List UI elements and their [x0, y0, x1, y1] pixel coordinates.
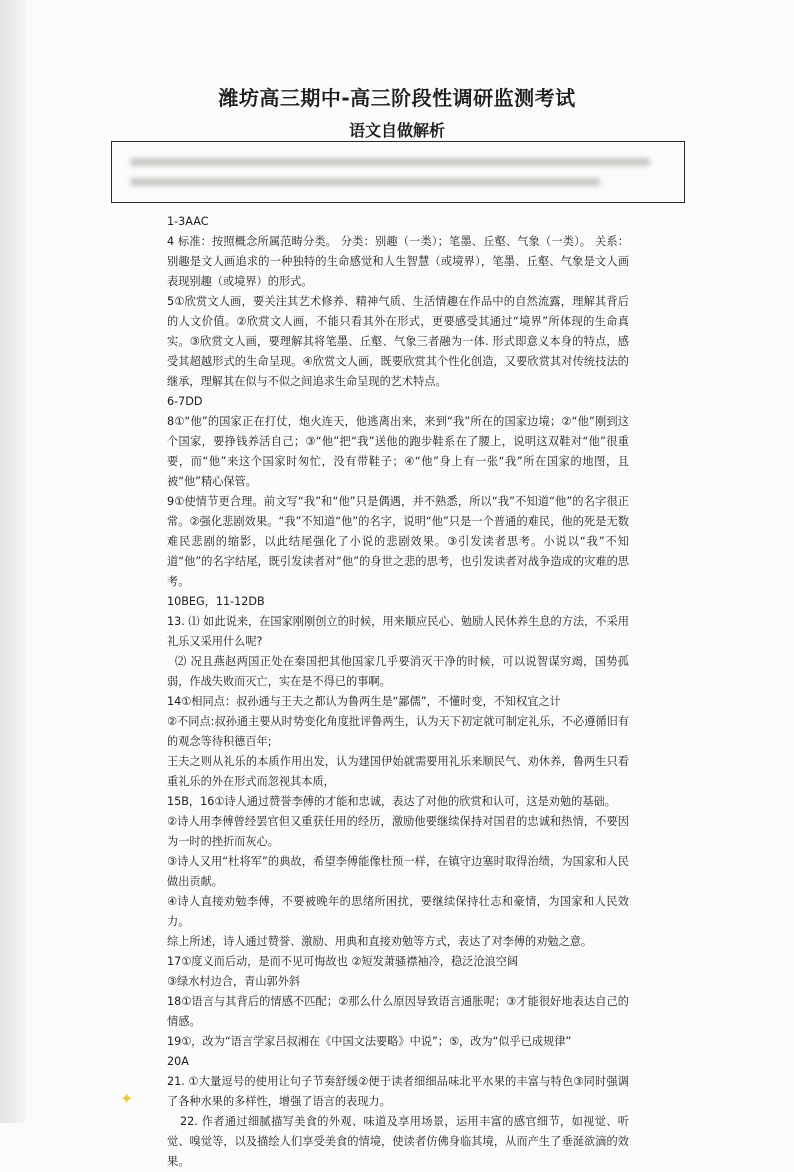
answer-line: 9①使情节更合理。前文写“我”和“他”只是偶遇，并不熟悉，所以“我”不知道“他”的名字很正常。②强化悲剧效果。“我”不知道“他”的名字，说明“他”只是一个普通的难民，他的死是无数难民悲剧的缩影，以此结尾强化了小说的悲剧效果。③引发读者思考。小说以“我”不知道“他”的名字结尾，既引发读者对“他”的身世之悲的思考，也引发读者对战争造成的灾难的思考。	[167, 495, 629, 588]
answer-line: 15B，16①诗人通过赞誉李傅的才能和忠诚，表达了对他的欣赏和认可，这是劝勉的基础。	[167, 795, 616, 808]
answer-line: 13. ⑴ 如此说来，在国家刚刚创立的时候，用来顺应民心、勉励人民休养生息的方法，不采用礼乐又采用什么呢?	[167, 615, 629, 648]
scan-left-edge	[0, 0, 26, 1123]
answer-line: 4 标准：按照概念所属范畴分类。 分类：别趣（一类）；笔墨、丘壑、气象（一类）。 关系：别趣是文人画追求的一种独特的生命感觉和人生智慧（或境界），笔墨、丘壑、气象是文人画表现别趣（或境界）的形式。	[167, 235, 629, 288]
answer-line: ④诗人直接劝勉李傅，不要被晚年的思绪所困扰，要继续保持壮志和豪情，为国家和人民效力。	[167, 895, 629, 928]
answer-line: 20A	[167, 1055, 189, 1068]
answer-line: 19①，改为“语言学家吕叔湘在《中国文法要略》中说”；⑤，改为“似乎已成规律”	[167, 1035, 572, 1048]
answer-line: 综上所述，诗人通过赞誉、激励、用典和直接劝勉等方式，表达了对李傅的劝勉之意。	[167, 935, 593, 948]
blurred-text-line	[130, 178, 600, 186]
blurred-text-line	[130, 158, 650, 166]
sparkle-icon: ✦	[120, 1089, 134, 1108]
answer-line: 18①语言与其背后的情感不匹配；②那么什么原因导致语言通胀呢；③才能很好地表达自己的情感。	[167, 995, 629, 1028]
answer-line: ③诗人又用“杜将军”的典故，希望李傅能像杜预一样，在镇守边塞时取得治绩，为国家和人民做出贡献。	[167, 855, 629, 888]
answer-line: ②诗人用李傅曾经罢官但又重获任用的经历，激励他要继续保持对国君的忠诚和热情，不要因为一时的挫折而灰心。	[167, 815, 629, 848]
answer-line: 22. 作者通过细腻描写美食的外观、味道及享用场景，运用丰富的感官细节，如视觉、听觉、嗅觉等，以及描绘人们享受美食的情境，使读者仿佛身临其境，从而产生了垂涎欲滴的效果。	[167, 1115, 629, 1168]
redacted-notice-box	[111, 141, 685, 203]
answer-body	[167, 212, 629, 1172]
answer-line: ③绿水村边合，青山郭外斜	[167, 975, 301, 988]
answer-line: 17①度义而后动，是而不见可悔故也 ②短发萧骚襟袖冷，稳泛沧浪空阔	[167, 955, 519, 968]
answer-line: ⑵ 况且燕赵两国正处在秦国把其他国家几乎要消灭干净的时候，可以说智谋穷竭，国势孤弱，作战失败而灭亡，实在是不得已的事啊。	[167, 655, 629, 688]
answer-line: 8①“他”的国家正在打仗，炮火连天，他逃离出来，来到“我”所在的国家边境；②“他”刚到这个国家，要挣钱养活自己；③“他”把“我”送他的跑步鞋系在了腰上，说明这双鞋对“他”很重要，而“他”来这个国家时匆忙，没有带鞋子；④“他”身上有一张“我”所在国家的地图，且被“他”精心保管。	[167, 415, 629, 488]
answer-line: 王夫之则从礼乐的本质作用出发，认为建国伊始就需要用礼乐来顺民气、劝休养，鲁两生只看重礼乐的外在形式而忽视其本质，	[167, 755, 629, 788]
page-title: 潍坊高三期中-高三阶段性调研监测考试	[218, 86, 576, 110]
answer-line: 10BEG，11-12DB	[167, 595, 265, 608]
answer-line: 21. ①大量逗号的使用让句子节奏舒缓②便于读者细细品味北平水果的丰富与特色③同时强调了各种水果的多样性，增强了语言的表现力。	[167, 1075, 629, 1108]
answer-line: 5①欣赏文人画，要关注其艺术修养、精神气质、生活情趣在作品中的自然流露，理解其背后的人文价值。②欣赏文人画，不能只看其外在形式，更要感受其通过“境界”所体现的生命真实。③欣赏文人画，要理解其将笔墨、丘壑、气象三者融为一体. 形式即意义本身的特点，感受其超越形式的生命呈现。④欣赏文人画，既要欣赏其个性化创造，又要欣赏其对传统技法的继承，理解其在似与不似之间追求生命呈现的艺术特点。	[167, 295, 629, 388]
page-subtitle: 语文自做解析	[348, 121, 445, 140]
answer-line: 6-7DD	[167, 395, 203, 408]
answer-line: 1-3AAC	[167, 215, 209, 228]
answer-line: ②不同点:叔孙通主要从时势变化角度批评鲁两生，认为天下初定就可制定礼乐，不必遵循旧有的观念等待积德百年;	[167, 715, 629, 748]
answer-line: 14①相同点：叔孙通与王夫之都认为鲁两生是“鄙儒”，不懂时变，不知权宜之计	[167, 695, 561, 708]
